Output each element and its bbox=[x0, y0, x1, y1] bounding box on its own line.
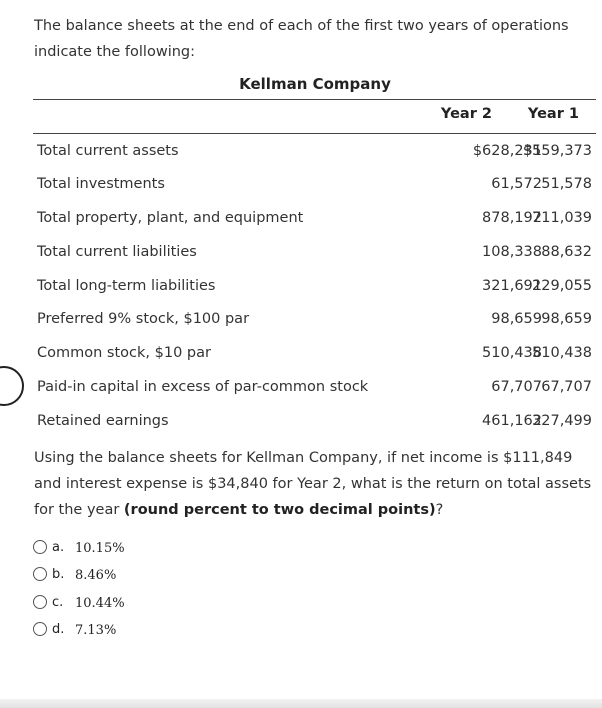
row-year2-value: 67,707 bbox=[491, 379, 542, 395]
row-year1-value: 510,438 bbox=[532, 345, 592, 361]
row-year1-value: 327,499 bbox=[532, 413, 592, 429]
row-year2-value: 510,438 bbox=[482, 345, 542, 361]
bottom-scroll-edge bbox=[0, 699, 602, 708]
radio-icon[interactable] bbox=[33, 567, 47, 581]
question-mark: ? bbox=[435, 502, 444, 518]
radio-icon[interactable] bbox=[33, 595, 47, 609]
option-letter: d. bbox=[52, 622, 65, 637]
option-letter: a. bbox=[52, 540, 65, 555]
row-year1-value: 98,659 bbox=[541, 311, 592, 327]
table-row bbox=[37, 379, 597, 399]
row-year2-value: 61,572 bbox=[491, 176, 542, 192]
table-row bbox=[37, 345, 597, 365]
row-label: Common stock, $10 par bbox=[37, 345, 211, 361]
row-year2-value: 321,691 bbox=[482, 278, 542, 294]
table-top-rule bbox=[33, 99, 596, 100]
row-year1-value: $559,373 bbox=[522, 143, 592, 159]
row-label: Paid-in capital in excess of par-common stock bbox=[37, 379, 369, 395]
option-value: 10.15% bbox=[75, 541, 125, 556]
option-letter: b. bbox=[52, 567, 65, 582]
row-year2-value: 108,338 bbox=[482, 244, 542, 260]
side-nav-circle-icon[interactable] bbox=[0, 366, 24, 406]
row-label: Total property, plant, and equipment bbox=[37, 210, 304, 226]
question-text bbox=[34, 445, 594, 523]
row-label: Preferred 9% stock, $100 par bbox=[37, 311, 250, 327]
column-header-year2: Year 2 bbox=[440, 106, 492, 122]
row-year2-value: $628,231 bbox=[472, 143, 542, 159]
table-row bbox=[37, 278, 597, 298]
row-year1-value: 51,578 bbox=[541, 176, 592, 192]
radio-icon[interactable] bbox=[33, 622, 47, 636]
row-year1-value: 711,039 bbox=[532, 210, 592, 226]
table-row bbox=[37, 311, 597, 331]
question-body: Using the balance sheets for Kellman Company, if net income is $111,849 and interest expense is $34,840 for Year 2, what is the return on total assets for the year bbox=[34, 450, 592, 518]
row-label: Total current assets bbox=[37, 143, 179, 159]
row-year2-value: 878,192 bbox=[482, 210, 542, 226]
option-value: 7.13% bbox=[75, 623, 117, 638]
table-row bbox=[37, 413, 597, 433]
table-row bbox=[37, 244, 597, 264]
table-row bbox=[37, 143, 597, 163]
radio-icon[interactable] bbox=[33, 540, 47, 554]
row-year1-value: 229,055 bbox=[532, 278, 592, 294]
row-label: Total investments bbox=[37, 176, 165, 192]
question-rounding-note: (round percent to two decimal points) bbox=[123, 502, 436, 518]
column-header-year1: Year 1 bbox=[527, 106, 579, 122]
row-year2-value: 461,162 bbox=[482, 413, 542, 429]
table-row bbox=[37, 210, 597, 230]
option-value: 10.44% bbox=[75, 596, 125, 611]
row-label: Total current liabilities bbox=[37, 244, 197, 260]
row-label: Total long-term liabilities bbox=[37, 278, 216, 294]
row-label: Retained earnings bbox=[37, 413, 169, 429]
intro-text: The balance sheets at the end of each of the first two years of operations indicate the following: bbox=[34, 18, 569, 60]
row-year1-value: 67,707 bbox=[541, 379, 592, 395]
company-title: Kellman Company bbox=[239, 75, 391, 93]
option-value: 8.46% bbox=[75, 568, 117, 583]
table-row bbox=[37, 176, 597, 196]
row-year2-value: 98,659 bbox=[491, 311, 542, 327]
option-letter: c. bbox=[52, 595, 64, 610]
table-header-rule bbox=[33, 133, 596, 134]
row-year1-value: 88,632 bbox=[541, 244, 592, 260]
